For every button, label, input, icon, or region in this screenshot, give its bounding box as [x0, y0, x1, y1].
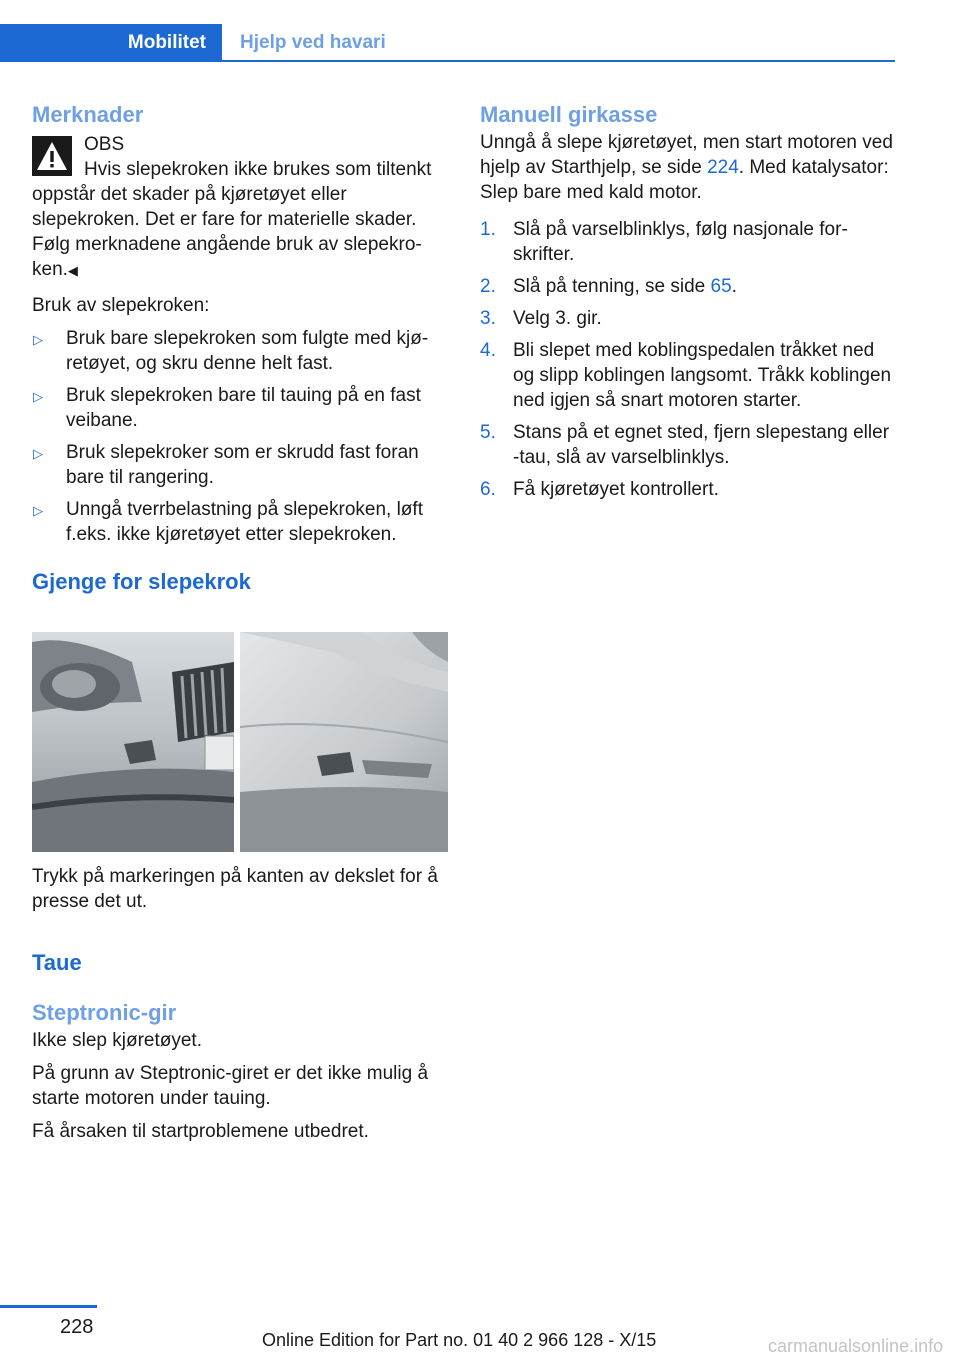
- steptronic-p2: På grunn av Steptronic-giret er det ikke mulig å starte motoren under tauing.: [32, 1063, 429, 1109]
- page-link-65[interactable]: 65: [710, 276, 732, 297]
- section-tab[interactable]: Hjelp ved havari: [240, 32, 386, 53]
- list-item: 4. Bli slepet med koblingspedalen tråkket ned og slipp koblingen langsomt. Tråkk koblingen ned igjen så snart motoren starter.: [480, 340, 892, 411]
- steps-list: [480, 217, 898, 502]
- page-number: 228: [60, 1316, 94, 1338]
- list-item: ▷ Unngå tverrbelastning på slepekroken, løft f.eks. ikke kjøretøyet etter slepekroken.: [33, 499, 423, 545]
- bullet-icon: ▷: [33, 389, 43, 404]
- footer-rule: [0, 1305, 97, 1308]
- list-item: ▷ Bruk slepekroker som er skrudd fast foran bare til rangering.: [33, 442, 419, 488]
- bullet-icon: ▷: [33, 503, 43, 518]
- end-mark: ◀: [67, 263, 78, 278]
- bumper-illustration: [32, 632, 448, 852]
- manual-intro: Unngå å slepe kjøretøyet, men start motoren ved hjelp av Starthjelp, se side 224. Med katalysator: Slep bare med kald motor.: [480, 132, 893, 203]
- warning-icon: [32, 136, 72, 176]
- left-column: [32, 100, 450, 597]
- list-item: 6. Få kjøretøyet kontrollert.: [480, 479, 719, 500]
- chapter-tab[interactable]: Mobilitet: [0, 24, 222, 62]
- steptronic-p3: Få årsaken til startproblemene utbedret.: [32, 1121, 369, 1142]
- tow-hook-thread-illustration: [32, 632, 448, 852]
- step-number: 6.: [480, 479, 496, 500]
- list-item: ▷ Bruk bare slepekroken som fulgte med kjøretøyet, og skru denne helt fast.: [33, 328, 429, 374]
- steptronic-heading: Steptronic-gir: [32, 1000, 177, 1025]
- usage-list: [32, 326, 450, 547]
- step-number: 2.: [480, 276, 496, 297]
- list-item: ▷ Bruk slepekroken bare til tauing på en fast veibane.: [33, 385, 421, 431]
- thread-caption: Trykk på markeringen på kanten av dekslet for å presse det ut.: [32, 866, 438, 912]
- list-item: 3. Velg 3. gir.: [480, 308, 602, 329]
- towing-heading: Taue: [32, 950, 82, 975]
- usage-intro: Bruk av slepekroken:: [32, 295, 210, 316]
- steptronic-p1: Ikke slep kjøretøyet.: [32, 1030, 202, 1051]
- header-bar: [0, 24, 895, 62]
- step-number: 3.: [480, 308, 496, 329]
- step-number: 4.: [480, 340, 496, 361]
- manual-heading: Manuell girkasse: [480, 102, 658, 127]
- warning-title: OBS: [84, 134, 125, 155]
- left-column-lower: [32, 864, 450, 1144]
- right-column: [480, 100, 898, 509]
- list-item: 1. Slå på varselblinklys, følg nasjonale forskrifter.: [480, 219, 848, 265]
- header-rule: [0, 60, 895, 62]
- edition-text: Online Edition for Part no. 01 40 2 966 128 - X/15: [262, 1330, 657, 1350]
- watermark-text: carmanualsonline.info: [768, 1336, 944, 1356]
- bullet-icon: ▷: [33, 332, 43, 347]
- list-item: 5. Stans på et egnet sted, fjern slepestang eller -tau, slå av varselblinklys.: [480, 422, 890, 468]
- bullet-icon: ▷: [33, 446, 43, 461]
- list-item: 2. Slå på tenning, se side 65.: [480, 276, 737, 297]
- page-link-224[interactable]: 224: [707, 157, 739, 178]
- step-number: 5.: [480, 422, 496, 443]
- step-number: 1.: [480, 219, 496, 240]
- warning-text: Hvis slepekroken ikke brukes som tiltenkt oppstår det skader på kjøretøyet eller slepekroken. Det er fare for materielle skader. Følg merknadene angående bruk av slepekroken.◀: [32, 159, 432, 280]
- thread-heading: Gjenge for slepekrok: [32, 569, 251, 594]
- warning-box: [32, 130, 450, 283]
- notes-heading: Merknader: [32, 102, 144, 127]
